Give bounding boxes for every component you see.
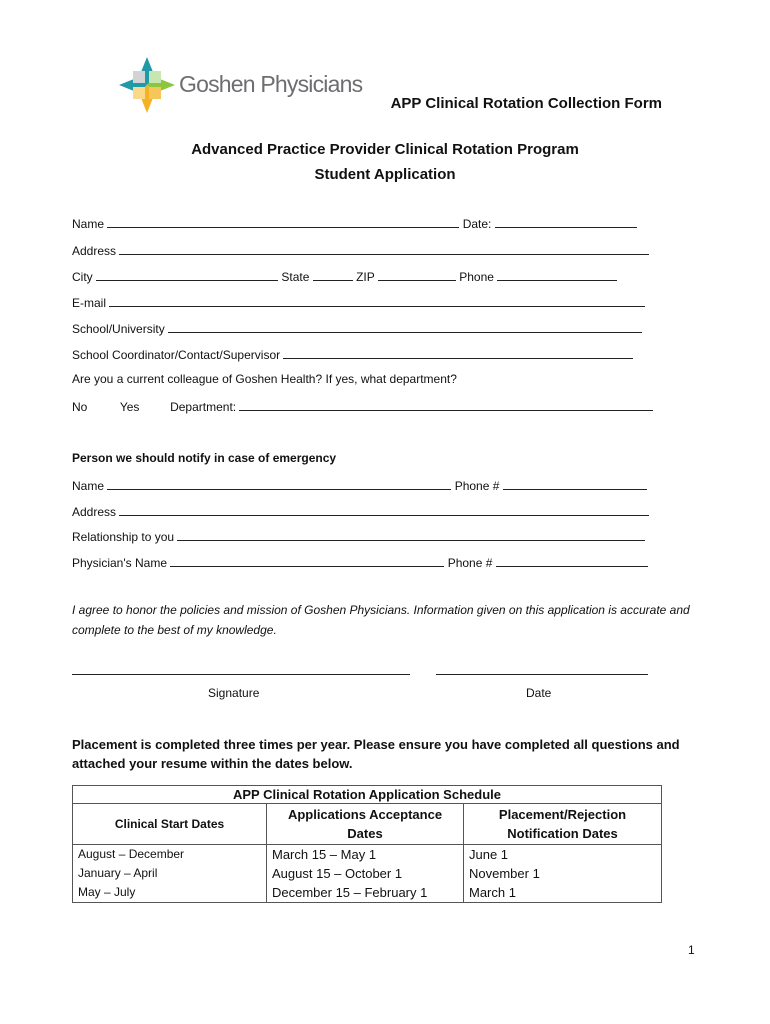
emergency-name-row xyxy=(72,477,654,493)
acceptance-date-cell: December 15 – February 1 xyxy=(267,883,464,903)
phone-field[interactable] xyxy=(497,268,617,281)
applicant-name-row xyxy=(72,215,654,231)
notification-date-cell: November 1 xyxy=(464,864,662,883)
program-title: Advanced Practice Provider Clinical Rotation Program xyxy=(191,141,579,158)
relationship-label: Relationship to you xyxy=(72,530,175,544)
form-title: APP Clinical Rotation Collection Form xyxy=(390,95,662,112)
zip-label: ZIP xyxy=(356,270,375,284)
schedule-caption: APP Clinical Rotation Application Schedule xyxy=(73,786,662,804)
logo-text: Goshen Physicians xyxy=(179,71,363,97)
relationship-row xyxy=(72,528,654,544)
emergency-name-field[interactable] xyxy=(107,477,451,490)
emergency-phone-label: Phone # xyxy=(454,479,500,493)
table-row xyxy=(73,845,662,865)
city-field[interactable] xyxy=(96,268,278,281)
name-label: Name xyxy=(72,217,105,231)
placement-note: Placement is completed three times per year. Please ensure you have completed all questions and attached your resume within the dates below. xyxy=(72,737,680,771)
page-number: 1 xyxy=(688,943,695,957)
state-label: State xyxy=(281,270,310,284)
emergency-phone-field[interactable] xyxy=(503,477,647,490)
email-field[interactable] xyxy=(109,294,645,307)
colleague-answer-row xyxy=(72,398,654,414)
header-acceptance-dates: Applications Acceptance Dates xyxy=(267,804,464,845)
zip-field[interactable] xyxy=(378,268,456,281)
relationship-field[interactable] xyxy=(177,528,645,541)
table-row xyxy=(73,864,662,883)
department-field[interactable] xyxy=(239,398,653,411)
physician-phone-field[interactable] xyxy=(496,554,648,567)
address-field[interactable] xyxy=(119,242,649,255)
department-label: Department: xyxy=(170,400,237,414)
date-label: Date: xyxy=(462,217,492,231)
city-state-zip-row xyxy=(72,268,654,284)
date-line[interactable] xyxy=(436,674,648,675)
emergency-heading: Person we should notify in case of emergency xyxy=(72,451,337,465)
signature-label: Signature xyxy=(208,686,260,700)
coordinator-row xyxy=(72,346,654,362)
email-label: E-mail xyxy=(72,296,107,310)
name-field[interactable] xyxy=(107,215,459,228)
header-notification-dates: Placement/Rejection Notification Dates xyxy=(464,804,662,845)
signature-date-label: Date xyxy=(526,686,552,700)
physician-field[interactable] xyxy=(170,554,444,567)
yes-option[interactable]: Yes xyxy=(119,400,140,414)
physician-label: Physician's Name xyxy=(72,556,167,570)
signature-line[interactable] xyxy=(72,674,410,675)
agreement-text: I agree to honor the policies and mission of Goshen Physicians. Information given on this application is accurate and complete to the best of my knowledge. xyxy=(72,603,690,637)
start-date-cell: August – December xyxy=(73,845,267,865)
emergency-address-row xyxy=(72,503,654,519)
acceptance-date-cell: March 15 – May 1 xyxy=(267,845,464,865)
no-option[interactable]: No xyxy=(72,400,88,414)
emergency-name-label: Name xyxy=(72,479,105,493)
table-row xyxy=(73,883,662,903)
city-label: City xyxy=(72,270,93,284)
emergency-address-label: Address xyxy=(72,505,117,519)
start-date-cell: May – July xyxy=(73,883,267,903)
emergency-address-field[interactable] xyxy=(119,503,649,516)
notification-date-cell: March 1 xyxy=(464,883,662,903)
coordinator-field[interactable] xyxy=(283,346,633,359)
state-field[interactable] xyxy=(313,268,353,281)
coordinator-label: School Coordinator/Contact/Supervisor xyxy=(72,348,281,362)
start-date-cell: January – April xyxy=(73,864,267,883)
physician-row xyxy=(72,554,654,570)
physician-phone-label: Phone # xyxy=(447,556,493,570)
school-row xyxy=(72,320,654,336)
header-start-dates: Clinical Start Dates xyxy=(73,804,267,845)
address-label: Address xyxy=(72,244,117,258)
acceptance-date-cell: August 15 – October 1 xyxy=(267,864,464,883)
schedule-table xyxy=(72,785,662,903)
application-subtitle: Student Application xyxy=(314,166,456,183)
colleague-question: Are you a current colleague of Goshen Health? If yes, what department? xyxy=(72,372,457,386)
school-field[interactable] xyxy=(168,320,642,333)
school-label: School/University xyxy=(72,322,165,336)
date-field[interactable] xyxy=(495,215,637,228)
applicant-address-row xyxy=(72,242,654,258)
notification-date-cell: June 1 xyxy=(464,845,662,865)
email-row xyxy=(72,294,654,310)
phone-label: Phone xyxy=(459,270,494,284)
